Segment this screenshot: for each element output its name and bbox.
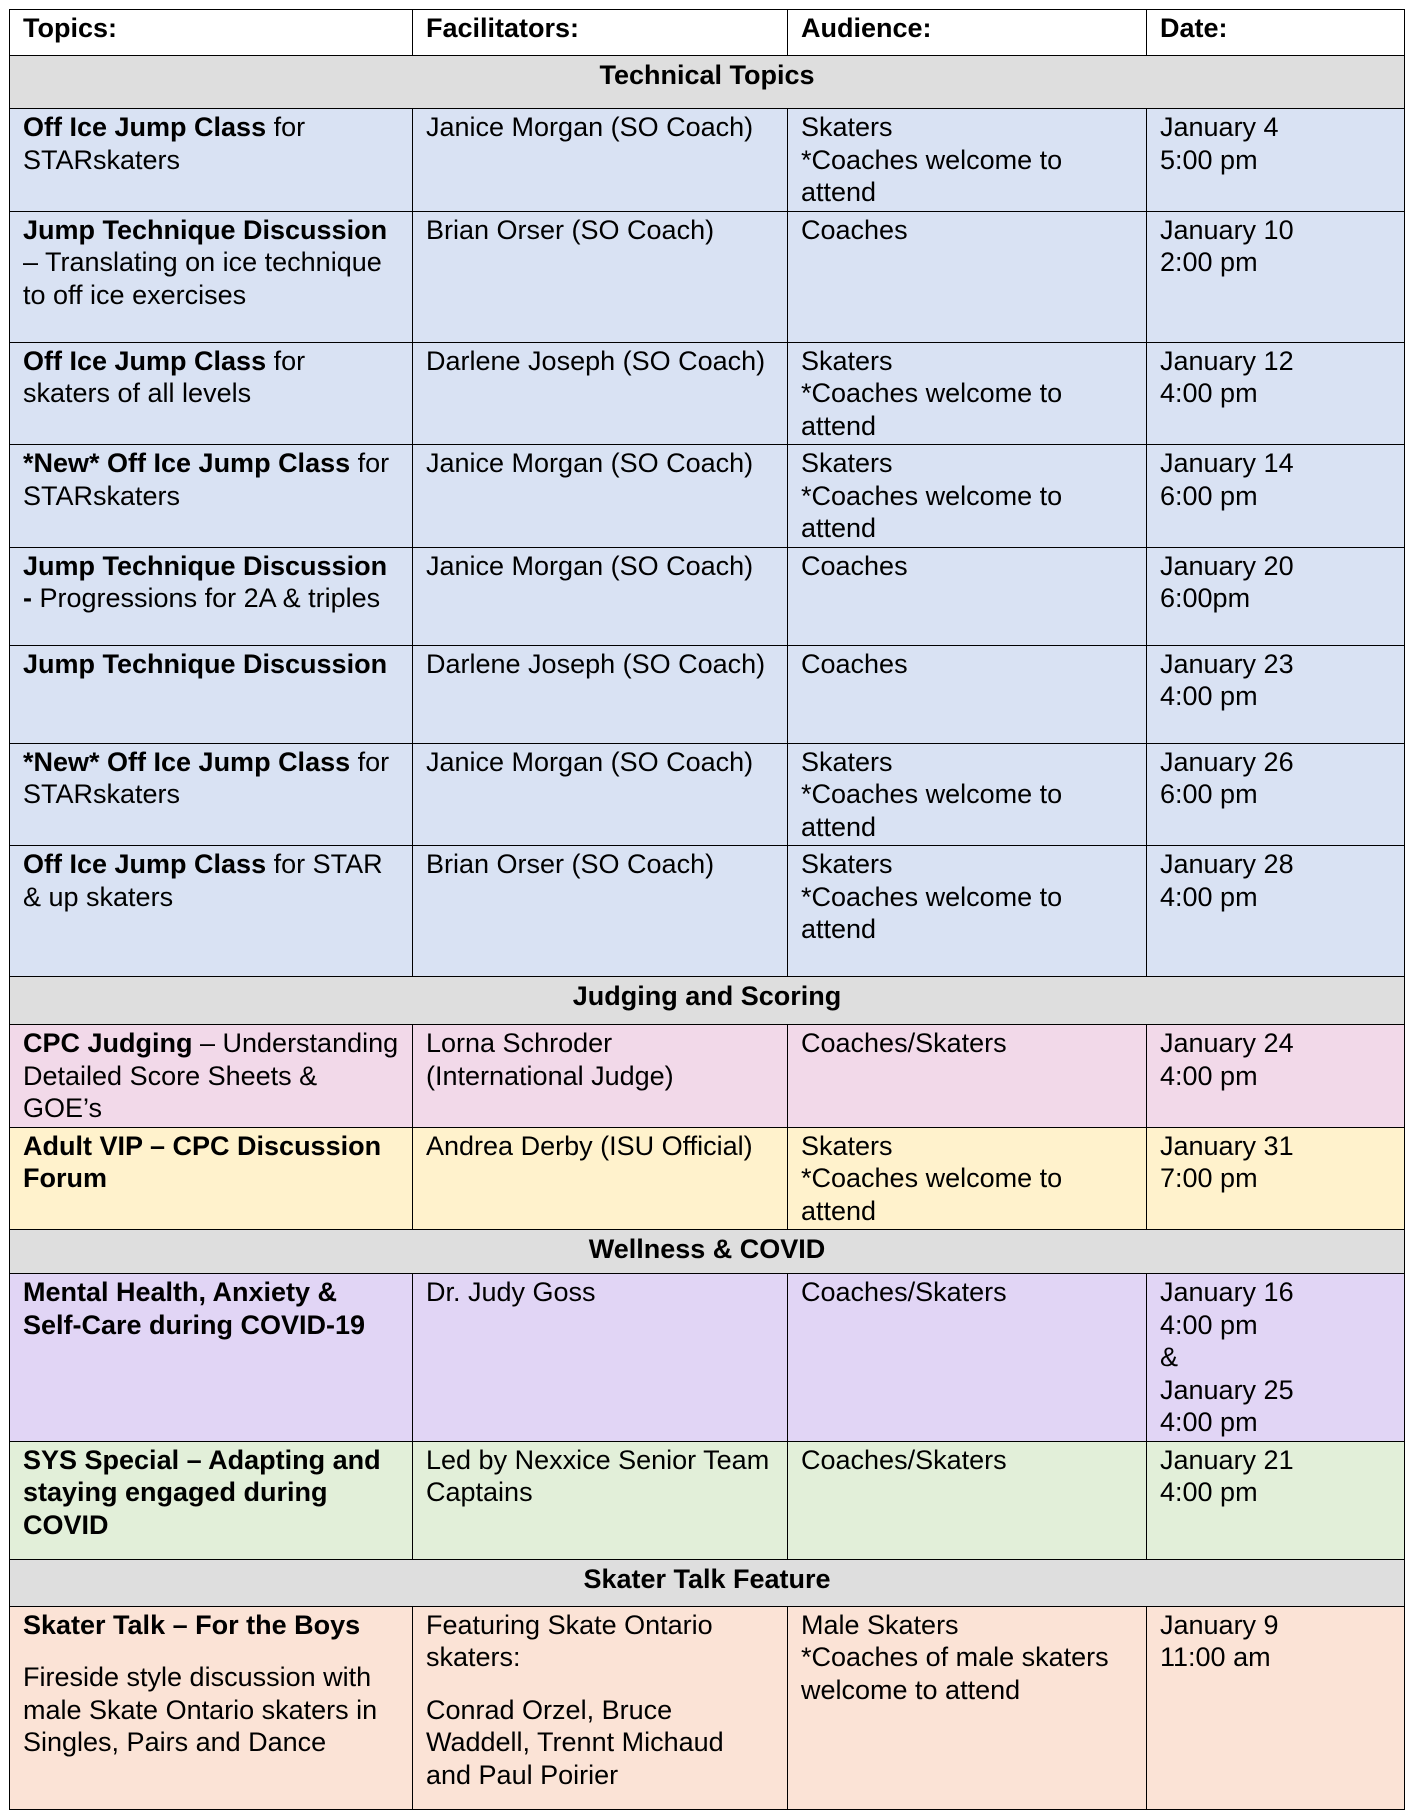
facilitator-cell: Janice Morgan (SO Coach) xyxy=(413,445,788,548)
table-row xyxy=(10,1025,1405,1128)
time-line: 5:00 pm xyxy=(1160,144,1258,175)
audience-line: Coaches xyxy=(801,648,908,679)
topic-title: SYS Special – Adapting and staying engaged during COVID xyxy=(23,1444,381,1540)
date-cell xyxy=(1147,1606,1405,1809)
topic-cell xyxy=(10,1025,413,1128)
date-line: January 25 xyxy=(1160,1374,1294,1405)
audience-line: Coaches/Skaters xyxy=(801,1028,1007,1058)
table-row xyxy=(10,547,1405,645)
facilitator-cell: Lorna Schroder (International Judge) xyxy=(413,1025,788,1128)
date-cell xyxy=(1147,645,1405,743)
date-cell xyxy=(1147,1274,1405,1442)
table-row xyxy=(10,109,1405,212)
topic-cell xyxy=(10,342,413,445)
audience-cell xyxy=(788,1127,1147,1230)
topic-title: Skater Talk – For the Boys xyxy=(23,1609,361,1640)
audience-cell xyxy=(788,846,1147,977)
header-row xyxy=(10,10,1405,56)
audience-cell xyxy=(788,1274,1147,1442)
date-cell xyxy=(1147,109,1405,212)
topic-title: Jump Technique Discussion xyxy=(23,648,388,679)
date-cell xyxy=(1147,547,1405,645)
date-line: January 20 xyxy=(1160,550,1294,581)
facilitator-cell: Darlene Joseph (SO Coach) xyxy=(413,342,788,445)
time-line: 11:00 am xyxy=(1160,1642,1271,1672)
time-line: 4:00 pm xyxy=(1160,378,1258,408)
table-row xyxy=(10,211,1405,342)
topic-cell xyxy=(10,743,413,846)
audience-cell xyxy=(788,1441,1147,1559)
audience-line: *Coaches welcome to attend xyxy=(801,378,1063,441)
topic-cell xyxy=(10,1606,413,1809)
audience-line: *Coaches welcome to attend xyxy=(801,144,1063,207)
section-wellness-covid: Wellness & COVID xyxy=(10,1230,1405,1274)
date-cell xyxy=(1147,445,1405,548)
audience-cell xyxy=(788,342,1147,445)
time-line: 6:00 pm xyxy=(1160,480,1258,511)
section-technical-topics: Technical Topics xyxy=(10,56,1405,109)
date-cell xyxy=(1147,342,1405,445)
topic-detail: for skaters of all levels xyxy=(23,345,306,408)
facilitator-cell: Janice Morgan (SO Coach) xyxy=(413,743,788,846)
audience-line: Coaches xyxy=(801,214,908,245)
facilitator-intro: Featuring Skate Ontario skaters: xyxy=(426,1609,713,1672)
header-topics: Topics: xyxy=(10,10,413,56)
topic-title: Adult VIP – CPC Discussion Forum xyxy=(23,1130,382,1193)
topic-cell xyxy=(10,211,413,342)
date-cell xyxy=(1147,211,1405,342)
audience-line: Coaches xyxy=(801,550,908,581)
date-line: January 4 xyxy=(1160,112,1279,142)
header-facilitators: Facilitators: xyxy=(413,10,788,56)
facilitator-cell xyxy=(413,1606,788,1809)
time-line: 4:00 pm xyxy=(1160,1407,1258,1437)
date-separator: & xyxy=(1160,1342,1179,1372)
topic-cell xyxy=(10,1274,413,1442)
audience-cell xyxy=(788,1606,1147,1809)
section-judging-and-scoring: Judging and Scoring xyxy=(10,977,1405,1025)
date-line: January 10 xyxy=(1160,214,1294,245)
time-line: 4:00 pm xyxy=(1160,881,1258,912)
date-line: January 23 xyxy=(1160,648,1294,679)
audience-line: *Coaches welcome to attend xyxy=(801,480,1063,543)
header-audience: Audience: xyxy=(788,10,1147,56)
audience-line: Skaters xyxy=(801,849,893,879)
topic-cell xyxy=(10,1441,413,1559)
facilitator-cell: Janice Morgan (SO Coach) xyxy=(413,109,788,212)
topic-cell xyxy=(10,109,413,212)
section-skater-talk-feature: Skater Talk Feature xyxy=(10,1559,1405,1606)
facilitator-cell: Brian Orser (SO Coach) xyxy=(413,846,788,977)
audience-line: Male Skaters xyxy=(801,1609,959,1640)
date-line: January 31 xyxy=(1160,1130,1294,1161)
table-row xyxy=(10,1606,1405,1809)
topic-cell xyxy=(10,846,413,977)
audience-cell xyxy=(788,547,1147,645)
audience-line: Coaches/Skaters xyxy=(801,1277,1007,1307)
audience-line: Skaters xyxy=(801,112,893,142)
audience-line: Skaters xyxy=(801,448,893,478)
topic-cell xyxy=(10,645,413,743)
topic-title: Jump Technique Discussion - xyxy=(23,550,388,613)
topic-detail: – Translating on ice technique to off ice exercises xyxy=(23,247,382,310)
date-cell xyxy=(1147,1441,1405,1559)
topic-detail: for STAR & up skaters xyxy=(23,849,383,912)
topic-title: *New* Off Ice Jump Class xyxy=(23,746,351,777)
topic-cell xyxy=(10,547,413,645)
date-line: January 26 xyxy=(1160,746,1294,777)
time-line: 6:00pm xyxy=(1160,583,1251,613)
topic-detail: for STARskaters xyxy=(23,112,306,175)
date-line: January 9 xyxy=(1160,1609,1279,1640)
table-row xyxy=(10,445,1405,548)
facilitator-cell: Brian Orser (SO Coach) xyxy=(413,211,788,342)
facilitator-cell: Darlene Joseph (SO Coach) xyxy=(413,645,788,743)
audience-cell xyxy=(788,445,1147,548)
date-line: January 21 xyxy=(1160,1444,1294,1475)
schedule-table xyxy=(9,9,1405,1810)
table-row xyxy=(10,846,1405,977)
table-row xyxy=(10,1441,1405,1559)
topic-title: Jump Technique Discussion xyxy=(23,214,388,245)
audience-line: *Coaches welcome to attend xyxy=(801,1163,1063,1226)
topic-note: Fireside style discussion with male Skate Ontario skaters in Singles, Pairs and Dance xyxy=(23,1662,378,1757)
date-cell xyxy=(1147,846,1405,977)
topic-detail: for STARskaters xyxy=(23,448,390,511)
time-line: 4:00 pm xyxy=(1160,1309,1258,1340)
date-line: January 24 xyxy=(1160,1028,1294,1058)
table-row xyxy=(10,1127,1405,1230)
time-line: 4:00 pm xyxy=(1160,1060,1258,1091)
facilitator-cell: Janice Morgan (SO Coach) xyxy=(413,547,788,645)
date-cell xyxy=(1147,1127,1405,1230)
header-date: Date: xyxy=(1147,10,1405,56)
audience-line: *Coaches welcome to attend xyxy=(801,881,1063,944)
topic-title: Off Ice Jump Class xyxy=(23,849,267,879)
section-row xyxy=(10,1559,1405,1606)
topic-title: CPC Judging xyxy=(23,1028,193,1058)
audience-line: Skaters xyxy=(801,746,893,777)
facilitator-cell: Andrea Derby (ISU Official) xyxy=(413,1127,788,1230)
topic-title: Off Ice Jump Class xyxy=(23,112,267,142)
audience-cell xyxy=(788,645,1147,743)
table-row xyxy=(10,645,1405,743)
topic-title: Mental Health, Anxiety & Self-Care during COVID-19 xyxy=(23,1277,366,1340)
time-line: 2:00 pm xyxy=(1160,247,1258,277)
facilitator-names: Conrad Orzel, Bruce Waddell, Trennt Michaud and Paul Poirier xyxy=(426,1694,724,1790)
date-line: January 28 xyxy=(1160,849,1294,879)
facilitator-cell: Dr. Judy Goss xyxy=(413,1274,788,1442)
section-row xyxy=(10,56,1405,109)
table-row xyxy=(10,342,1405,445)
date-cell xyxy=(1147,1025,1405,1128)
topic-detail: Progressions for 2A & triples xyxy=(39,583,381,613)
table-row xyxy=(10,743,1405,846)
audience-cell xyxy=(788,211,1147,342)
date-line: January 14 xyxy=(1160,448,1294,478)
section-row xyxy=(10,977,1405,1025)
section-row xyxy=(10,1230,1405,1274)
time-line: 7:00 pm xyxy=(1160,1163,1258,1193)
time-line: 4:00 pm xyxy=(1160,681,1258,711)
audience-cell xyxy=(788,1025,1147,1128)
audience-cell xyxy=(788,109,1147,212)
audience-line: Skaters xyxy=(801,1130,893,1161)
topic-cell xyxy=(10,445,413,548)
topic-title: *New* Off Ice Jump Class xyxy=(23,448,351,478)
facilitator-cell: Led by Nexxice Senior Team Captains xyxy=(413,1441,788,1559)
audience-line: Skaters xyxy=(801,345,893,376)
audience-cell xyxy=(788,743,1147,846)
date-line: January 12 xyxy=(1160,345,1294,376)
audience-line: *Coaches welcome to attend xyxy=(801,779,1063,842)
audience-line: Coaches/Skaters xyxy=(801,1444,1007,1475)
topic-title: Off Ice Jump Class xyxy=(23,345,267,376)
topic-detail: for STARskaters xyxy=(23,746,390,809)
topic-cell xyxy=(10,1127,413,1230)
table-row xyxy=(10,1274,1405,1442)
audience-line: *Coaches of male skaters welcome to attend xyxy=(801,1642,1109,1705)
topic-detail: – Understanding Detailed Score Sheets & GOE’s xyxy=(23,1028,399,1123)
date-cell xyxy=(1147,743,1405,846)
date-line: January 16 xyxy=(1160,1277,1294,1307)
time-line: 6:00 pm xyxy=(1160,779,1258,809)
time-line: 4:00 pm xyxy=(1160,1477,1258,1507)
